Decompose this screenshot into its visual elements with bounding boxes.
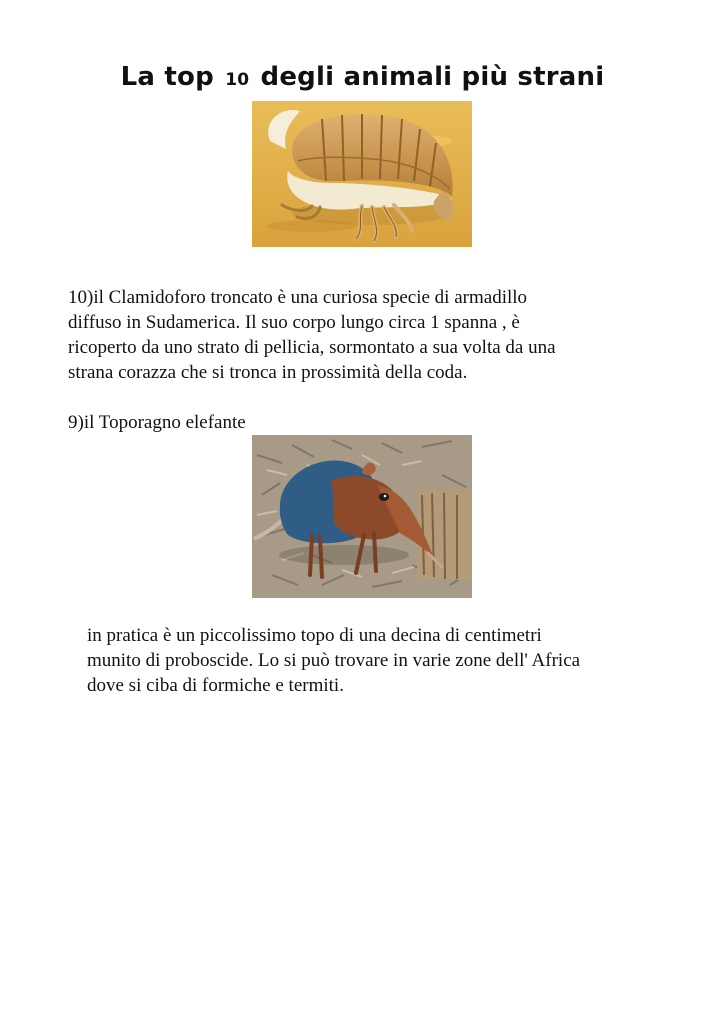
entry-10-line-3: ricoperto da uno strato di pellicia, sormontato a sua volta da una [68,337,556,358]
entry-10-line-2: diffuso in Sudamerica. Il suo corpo lungo circa 1 spanna , è [68,312,520,333]
title-part2: degli animali più strani [260,62,605,92]
entry-10-line-1: 10)il Clamidoforo troncato è una curiosa specie di armadillo [68,287,528,308]
entry-9-heading: 9)il Toporagno elefante [68,412,246,433]
armadillo-photo [252,101,472,247]
entry-9-line-2: munito di proboscide. Lo si può trovare in varie zone dell' Africa [87,650,581,671]
entry-9-line-3: dove si ciba di formiche e termiti. [87,675,344,696]
entry-9-text [87,623,687,698]
entry-10-line-4: strana corazza che si tronca in prossimità della coda. [68,362,468,383]
elephant-shrew-photo [252,435,472,598]
title-part1: La top [120,62,214,92]
armadillo-illustration [252,101,472,247]
page-title [0,62,725,92]
entry-10-text [68,285,668,385]
title-number: 10 [225,70,250,90]
elephant-shrew-illustration [252,435,472,598]
entry-9-line-1: in pratica è un piccolissimo topo di una decina di centimetri [87,625,542,646]
